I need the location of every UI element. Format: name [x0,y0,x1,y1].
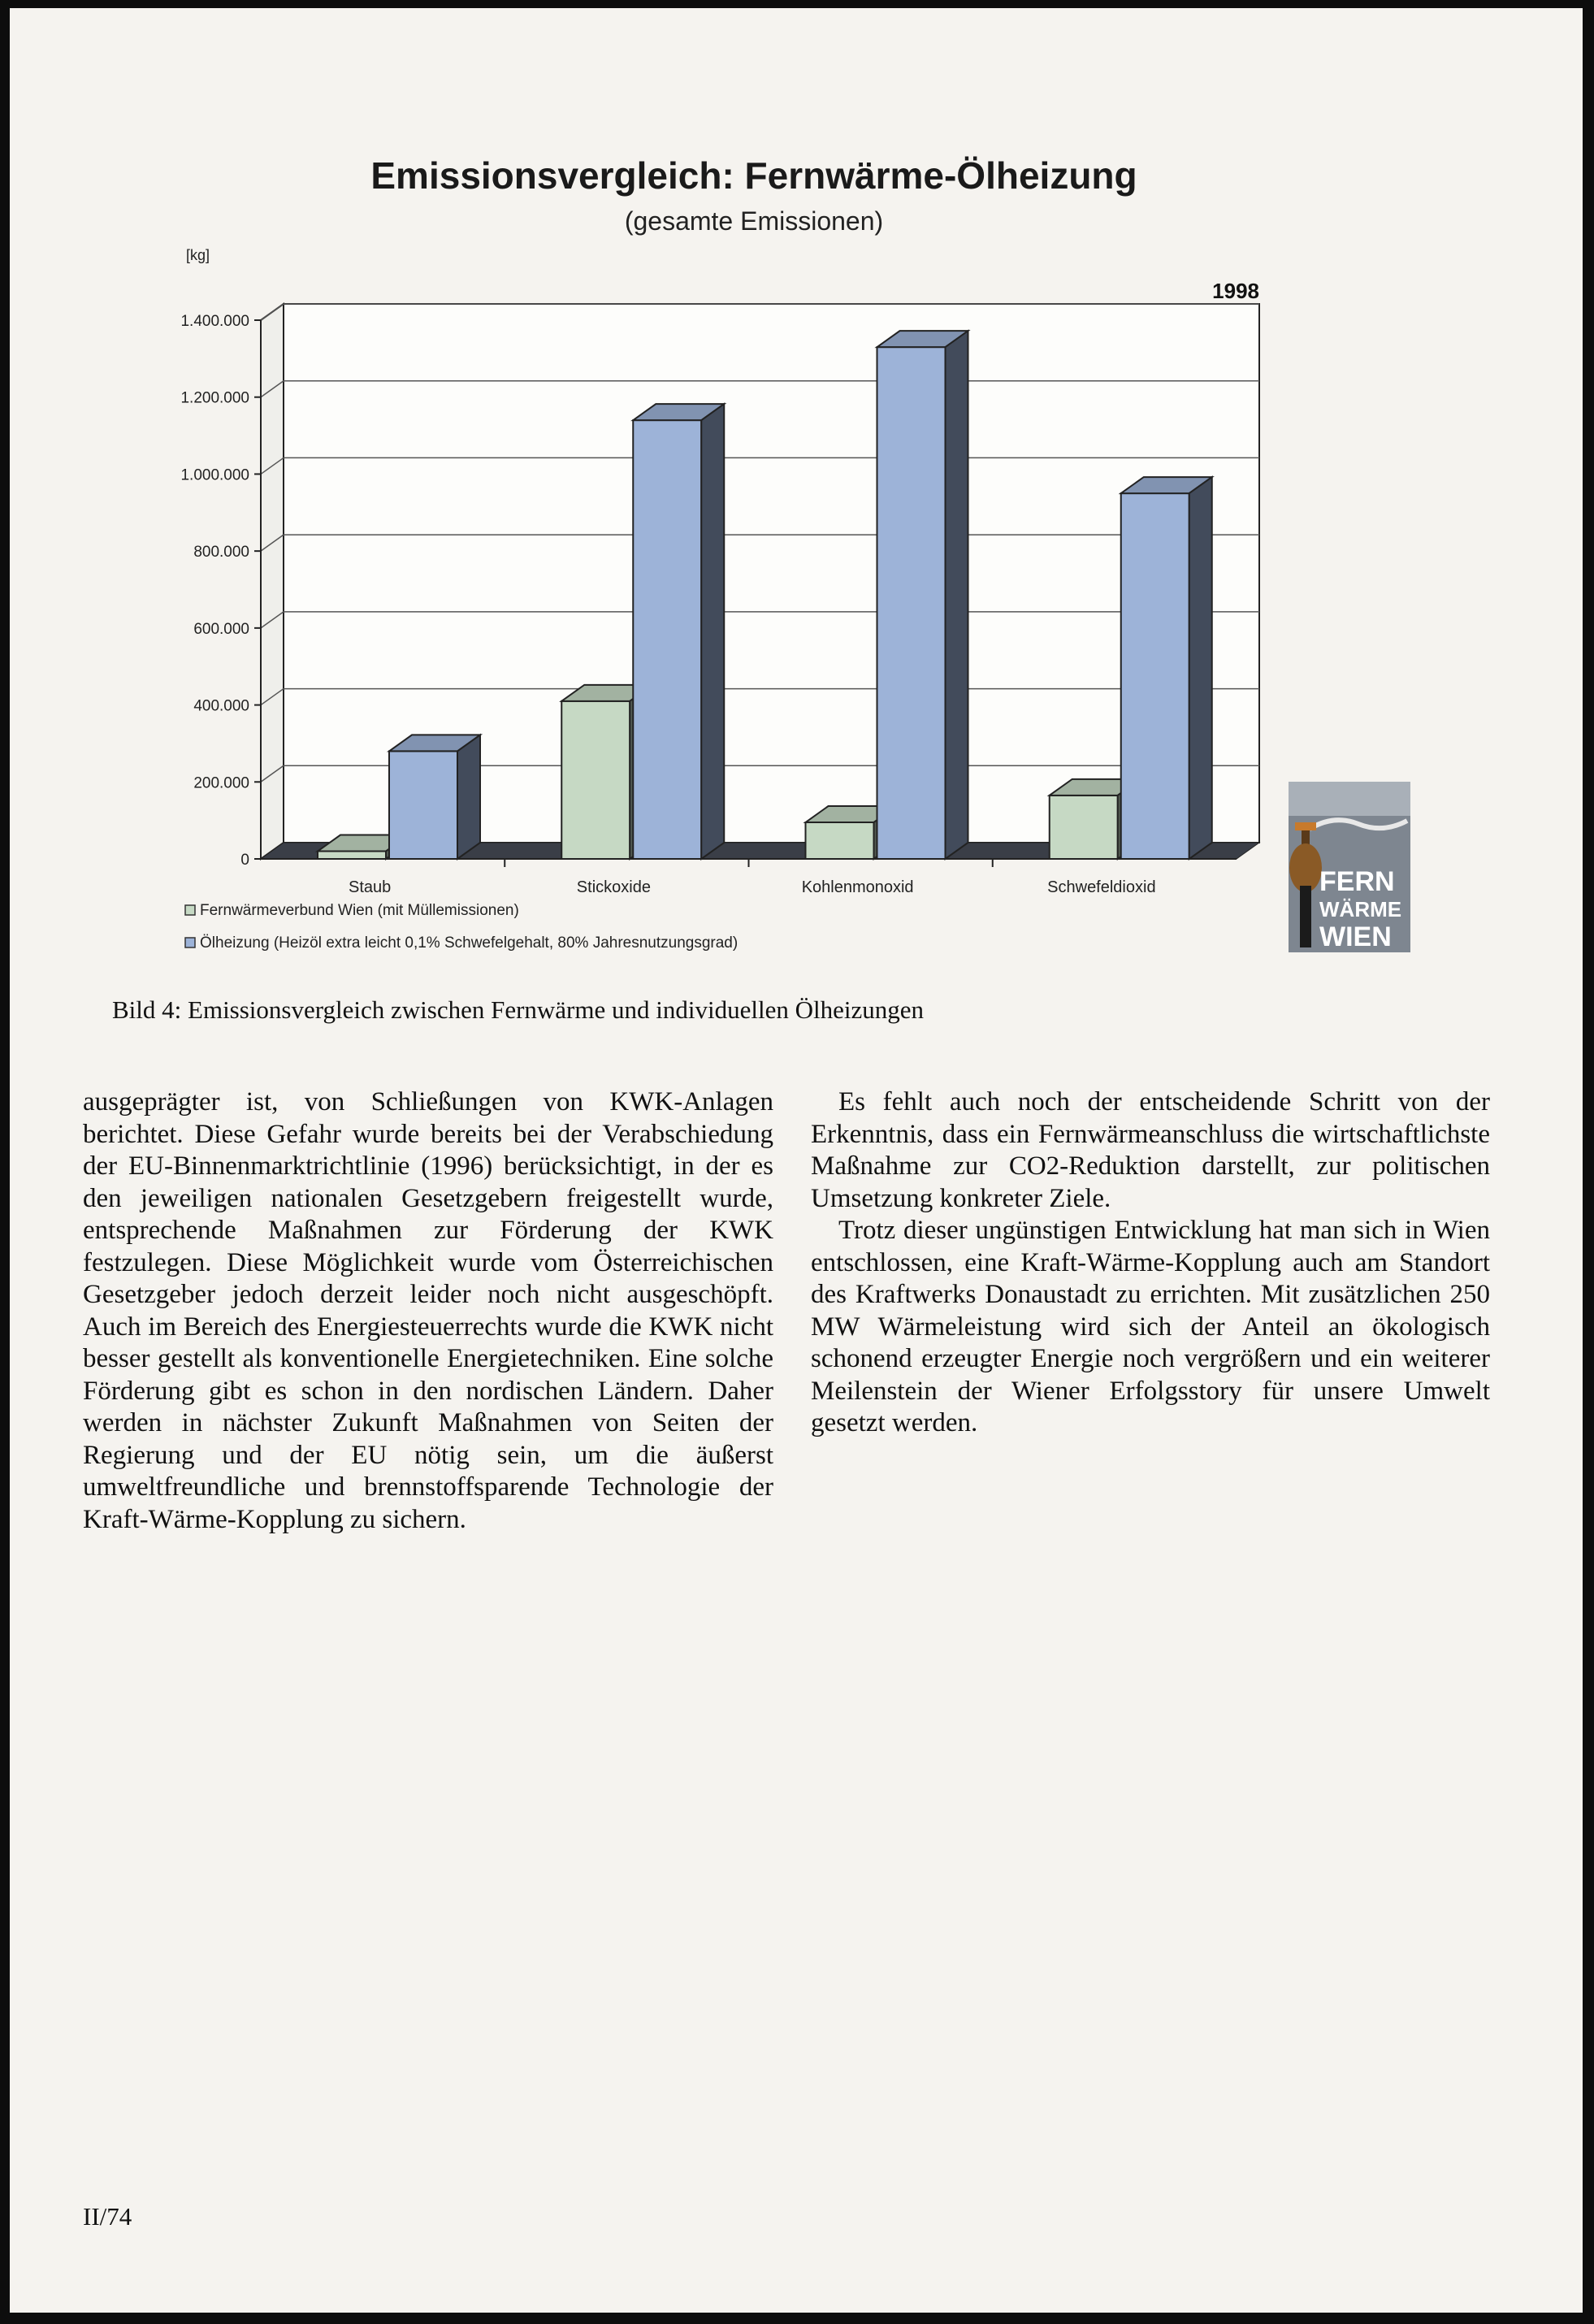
chart-title: Emissionsvergleich: Fernwärme-Ölheizung [370,154,1137,197]
page-number: II/74 [83,2202,132,2231]
bar-oelheizung-stickoxide [633,404,724,859]
x-category-label: Kohlenmonoxid [801,878,914,896]
fernwaerme-wien-logo [1289,782,1410,952]
body-column-right [811,1086,1490,1440]
chart-year: 1998 [1212,279,1259,303]
logo-line-1: FERN [1319,866,1395,897]
legend-swatch-oelheizung [185,938,195,947]
figure-caption: Bild 4: Emissionsvergleich zwischen Fernwärme und individuellen Ölheizungen [112,995,924,1024]
y-tick-label: 0 [240,852,249,869]
y-tick-label: 400.000 [193,697,249,715]
bar-oelheizung-kohlenmonoxid [877,331,968,859]
legend-fernwaerme: Fernwärmeverbund Wien (mit Müllemissionen) [200,902,519,919]
y-axis-unit: [kg] [186,247,210,263]
y-tick-label: 1.200.000 [180,389,249,407]
x-category-label: Stickoxide [576,878,651,896]
plot-side-wall [261,304,284,859]
y-tick-label: 600.000 [193,620,249,638]
paragraph: Es fehlt auch noch der entscheidende Schritt von der Erkenntnis, dass ein Fernwärmeanschluss die wirtschaftlichste Maßnahme zur CO2-Reduktion darstellt, zur politischen Umsetzung konkreter Ziele. [811,1087,1490,1213]
x-category-label: Staub [348,878,392,896]
chart-subtitle: (gesamte Emissionen) [624,206,884,236]
legend-oelheizung: Ölheizung (Heizöl extra leicht 0,1% Schwefelgehalt, 80% Jahresnutzungsgrad) [200,934,739,952]
body-column-left [83,1086,773,1536]
legend-swatch-fernwaerme [185,905,195,915]
y-tick-label: 1.000.000 [180,466,249,484]
x-category-label: Schwefeldioxid [1047,878,1156,896]
y-tick-label: 200.000 [193,774,249,792]
paragraph: Trotz dieser ungünstigen Entwicklung hat man sich in Wien entschlossen, eine Kraft-Wärme-Kopplung auch am Standort des Kraftwerks Donaustadt zu errichten. Mit zusätzlichen 250 MW Wärmeleistung wird sich der Anteil an ökologisch schonend erzeugter Energie noch vergrößern und ein weiterer Meilenstein der Wiener Erfolgsstory für unsere Umwelt gesetzt werden. [811,1216,1490,1437]
logo-line-2: WÄRME [1319,897,1402,921]
y-tick-label: 800.000 [193,544,249,561]
bar-oelheizung-staub [389,735,480,859]
page [10,8,1583,2313]
y-tick-label: 1.400.000 [180,313,249,330]
emissions-chart [10,8,1583,983]
paragraph: ausgeprägter ist, von Schließungen von KWK-Anlagen berichtet. Diese Gefahr wurde bereits bei der Verabschiedung der EU-Binnenmarktrichtlinie (1996) berücksichtigt, in der es den jeweiligen nationalen Gesetzgebern freigestellt wurde, entsprechende Maßnahmen zur Förderung der KWK festzulegen. Diese Möglichkeit wurde vom Österreichischen Gesetzgeber jedoch derzeit leider noch nicht ausgeschöpft. Auch im Bereich des Energiesteuerrechts wurde die KWK nicht besser gestellt als konventionelle Energietechniken. Eine solche Förderung gibt es schon in den nordischen Ländern. Daher werden in nächster Zukunft Maßnahmen von Seiten der Regierung und der EU nötig sein, um die äußerst umweltfreundliche und brennstoffsparende Technologie der Kraft-Wärme-Kopplung zu sichern. [83,1087,773,1534]
bar-oelheizung-schwefeldioxid [1121,477,1212,859]
logo-line-3: WIEN [1319,921,1392,952]
